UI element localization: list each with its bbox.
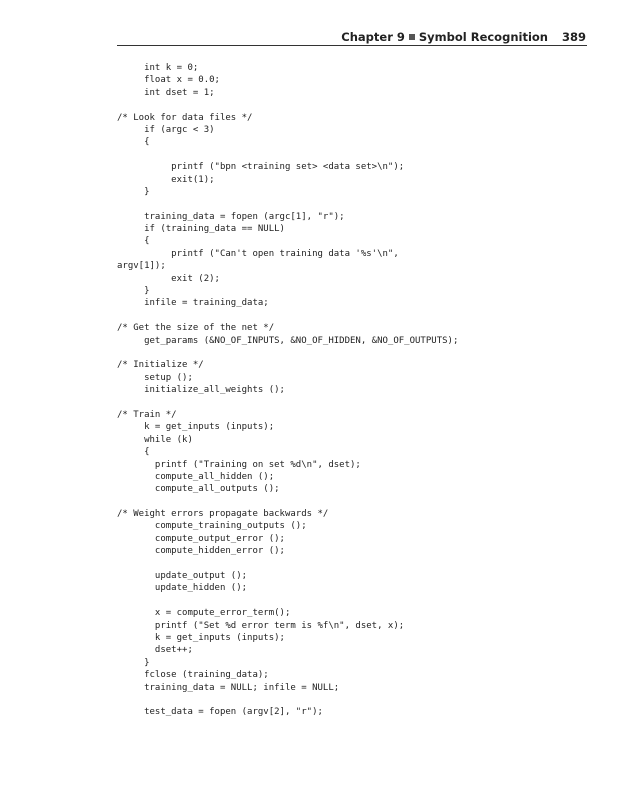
code-line	[117, 347, 458, 359]
code-line	[117, 558, 458, 570]
code-line: printf ("Can't open training data '%s'\n",	[117, 248, 399, 259]
code-line: printf ("Set %d error term is %f\n", dset, x);	[117, 620, 405, 631]
code-line: if (argc < 3)	[117, 124, 215, 135]
page-number: 389	[561, 30, 586, 44]
chapter-title: Symbol Recognition	[418, 30, 548, 44]
code-line: {	[117, 137, 150, 148]
code-line: /* Look for data files */	[117, 112, 253, 123]
code-line: printf ("Training on set %d\n", dset);	[117, 459, 361, 470]
code-line: test_data = fopen (argv[2], "r");	[117, 707, 323, 718]
code-line: }	[117, 286, 150, 297]
code-line: training_data = NULL; infile = NULL;	[117, 682, 340, 693]
code-line: compute_training_outputs ();	[117, 521, 307, 532]
code-line	[117, 198, 458, 210]
code-line: compute_all_outputs ();	[117, 484, 280, 495]
code-line: argv[1]);	[117, 261, 166, 272]
code-listing	[117, 62, 458, 719]
code-line: x = compute_error_term();	[117, 608, 291, 619]
code-line: infile = training_data;	[117, 298, 269, 309]
code-line: fclose (training_data);	[117, 670, 269, 681]
code-line: compute_all_hidden ();	[117, 471, 275, 482]
code-line: int dset = 1;	[117, 87, 215, 98]
code-line: dset++;	[117, 645, 193, 656]
code-line: compute_hidden_error ();	[117, 546, 285, 557]
code-line: {	[117, 447, 150, 458]
running-header	[0, 30, 586, 44]
code-line: /* Train */	[117, 409, 177, 420]
code-line: k = get_inputs (inputs);	[117, 632, 285, 643]
code-line	[117, 310, 458, 322]
header-separator	[409, 34, 415, 40]
code-line: {	[117, 236, 150, 247]
code-line: compute_output_error ();	[117, 533, 285, 544]
code-line	[117, 149, 458, 161]
code-line: /* Get the size of the net */	[117, 323, 275, 334]
code-line: int k = 0;	[117, 63, 199, 73]
code-line: k = get_inputs (inputs);	[117, 422, 275, 433]
code-line: }	[117, 186, 150, 197]
code-line: float x = 0.0;	[117, 75, 220, 86]
code-line: update_output ();	[117, 571, 248, 582]
code-line: /* Initialize */	[117, 360, 204, 371]
code-line	[117, 99, 458, 111]
code-line: exit (2);	[117, 273, 220, 284]
code-line: training_data = fopen (argc[1], "r");	[117, 211, 345, 222]
code-line: setup ();	[117, 372, 193, 383]
code-line: if (training_data == NULL)	[117, 224, 285, 235]
code-line	[117, 397, 458, 409]
code-line: update_hidden ();	[117, 583, 248, 594]
code-line	[117, 496, 458, 508]
code-line: initialize_all_weights ();	[117, 385, 285, 396]
code-line: /* Weight errors propagate backwards */	[117, 509, 329, 520]
chapter-label: Chapter 9	[341, 30, 405, 44]
code-line: printf ("bpn <training set> <data set>\n");	[117, 162, 405, 173]
code-line: }	[117, 657, 150, 668]
code-line	[117, 595, 458, 607]
code-line	[117, 694, 458, 706]
header-rule	[117, 45, 587, 46]
code-line: get_params (&NO_OF_INPUTS, &NO_OF_HIDDEN, &NO_OF_OUTPUTS);	[117, 335, 459, 346]
code-line: while (k)	[117, 434, 193, 445]
code-line: exit(1);	[117, 174, 215, 185]
